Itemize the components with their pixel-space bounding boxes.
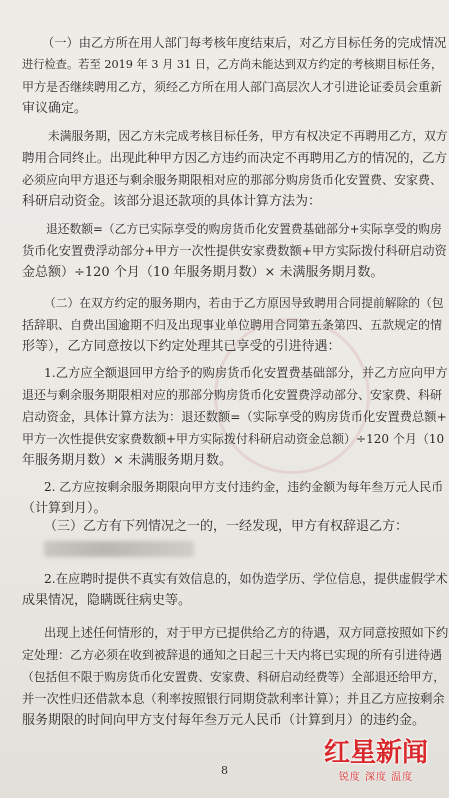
watermark-tagline: 锐度 深度 温度 [338, 772, 414, 783]
text-line: （三）乙方有下列情况之一的，一经发现，甲方有权辞退乙方： [44, 519, 409, 534]
text-line: 服务期限的时间向甲方支付每年叁万元人民币（计算到月）的违约金。 [22, 713, 426, 728]
text-line: 定处理：乙方必须在收到被辞退的通知之日起三十天内将已实现的所有引进待遇 [22, 648, 443, 662]
text-line: 金总额）÷120 个月（10 年服务期月数）× 未满服务期月数。 [22, 265, 384, 280]
text-line: 1.乙方应全额退回甲方给予的购房货币化安置费基础部分，并乙方应向甲方 [44, 366, 448, 380]
text-line: 启动资金，具体计算方法为：退还数额=（实际享受的购房货币化安置费总额+ [22, 410, 447, 424]
text-line: 形等），乙方同意按以下约定处理其已享受的引进待遇： [22, 339, 341, 354]
text-line: 甲方是否继续聘用乙方，须经乙方所在用人部门高层次人才引进论证委员会重新 [22, 80, 443, 94]
text-line: 甲方一次性提供安家费数额+甲方实际拨付科研启动资金总额）÷120 个月（10 [22, 432, 445, 446]
text-line: 未满服务期，因乙方未完成考核目标任务，甲方有权决定不再聘用乙方，双方 [48, 129, 448, 143]
text-line: 科研启动资金。该部分退还款项的具体计算方法为： [22, 194, 322, 209]
text-line: 年服务期月数）× 未满服务期月数。 [22, 453, 233, 468]
text-line: 退还与剩余服务期限相对应的那部分购房货币化安置费浮动部分、安家费、科研 [22, 388, 443, 402]
text-line: 聘用合同终止。出现此种甲方因乙方违约而决定不再聘用乙方的情况的，乙方 [22, 150, 448, 165]
watermark-brand: 红星新闻 [323, 738, 428, 768]
text-line: 退还数额=（乙方已实际享受的购房货币化安置费基础部分+实际享受的购房 [46, 222, 442, 236]
text-line: 进行检查。若至 2019 年 3 月 31 日，乙方尚未能达到双方约定的考核期目标任务， [22, 58, 443, 71]
text-line: 必须应向甲方退还与剩余服务期限相对应的那部分购房货币化安置费、安家费、 [22, 173, 443, 187]
text-line: 货币化安置费浮动部分+甲方一次性提供安家费数额+甲方实际拨付科研启动资 [22, 244, 447, 258]
text-line: （二）在双方约定的服务期内，若由于乙方原因导致聘用合同提前解除的（包 [44, 296, 444, 310]
text-line: 并一次性归还借款本息（利率按照银行同期贷款利率计算）；并且乙方应按剩余 [22, 692, 445, 706]
watermark-logo [311, 738, 441, 794]
text-line: 出现上述任何情形的，对于甲方已提供给乙方的待遇，双方同意按照如下约 [44, 626, 449, 640]
text-line: （计算到月）。 [22, 501, 107, 516]
text-line: 括辞职、自费出国逾期不归及出现事业单位聘用合同第五条第四、五款规定的情 [22, 318, 443, 332]
redacted-line [44, 541, 194, 557]
text-line: （一）由乙方所在用人部门每考核年度结束后，对乙方目标任务的完成情况 [42, 36, 447, 50]
text-line: （包括但不限于购房货币化安置费、安家费、科研启动经费等）全部退还给甲方， [22, 670, 445, 684]
text-line: 2.在应聘时提供不真实有效信息的，如伪造学历、学位信息，提供虚假学术 [44, 572, 448, 586]
page-number: 8 [221, 764, 228, 777]
text-line: 审议确定。 [22, 101, 88, 116]
text-line: 2. 乙方应按剩余服务期限向甲方支付违约金，违约金额为每年叁万元人民币 [44, 480, 444, 494]
text-line: 成果情况，隐瞒既往病史等。 [22, 593, 192, 608]
